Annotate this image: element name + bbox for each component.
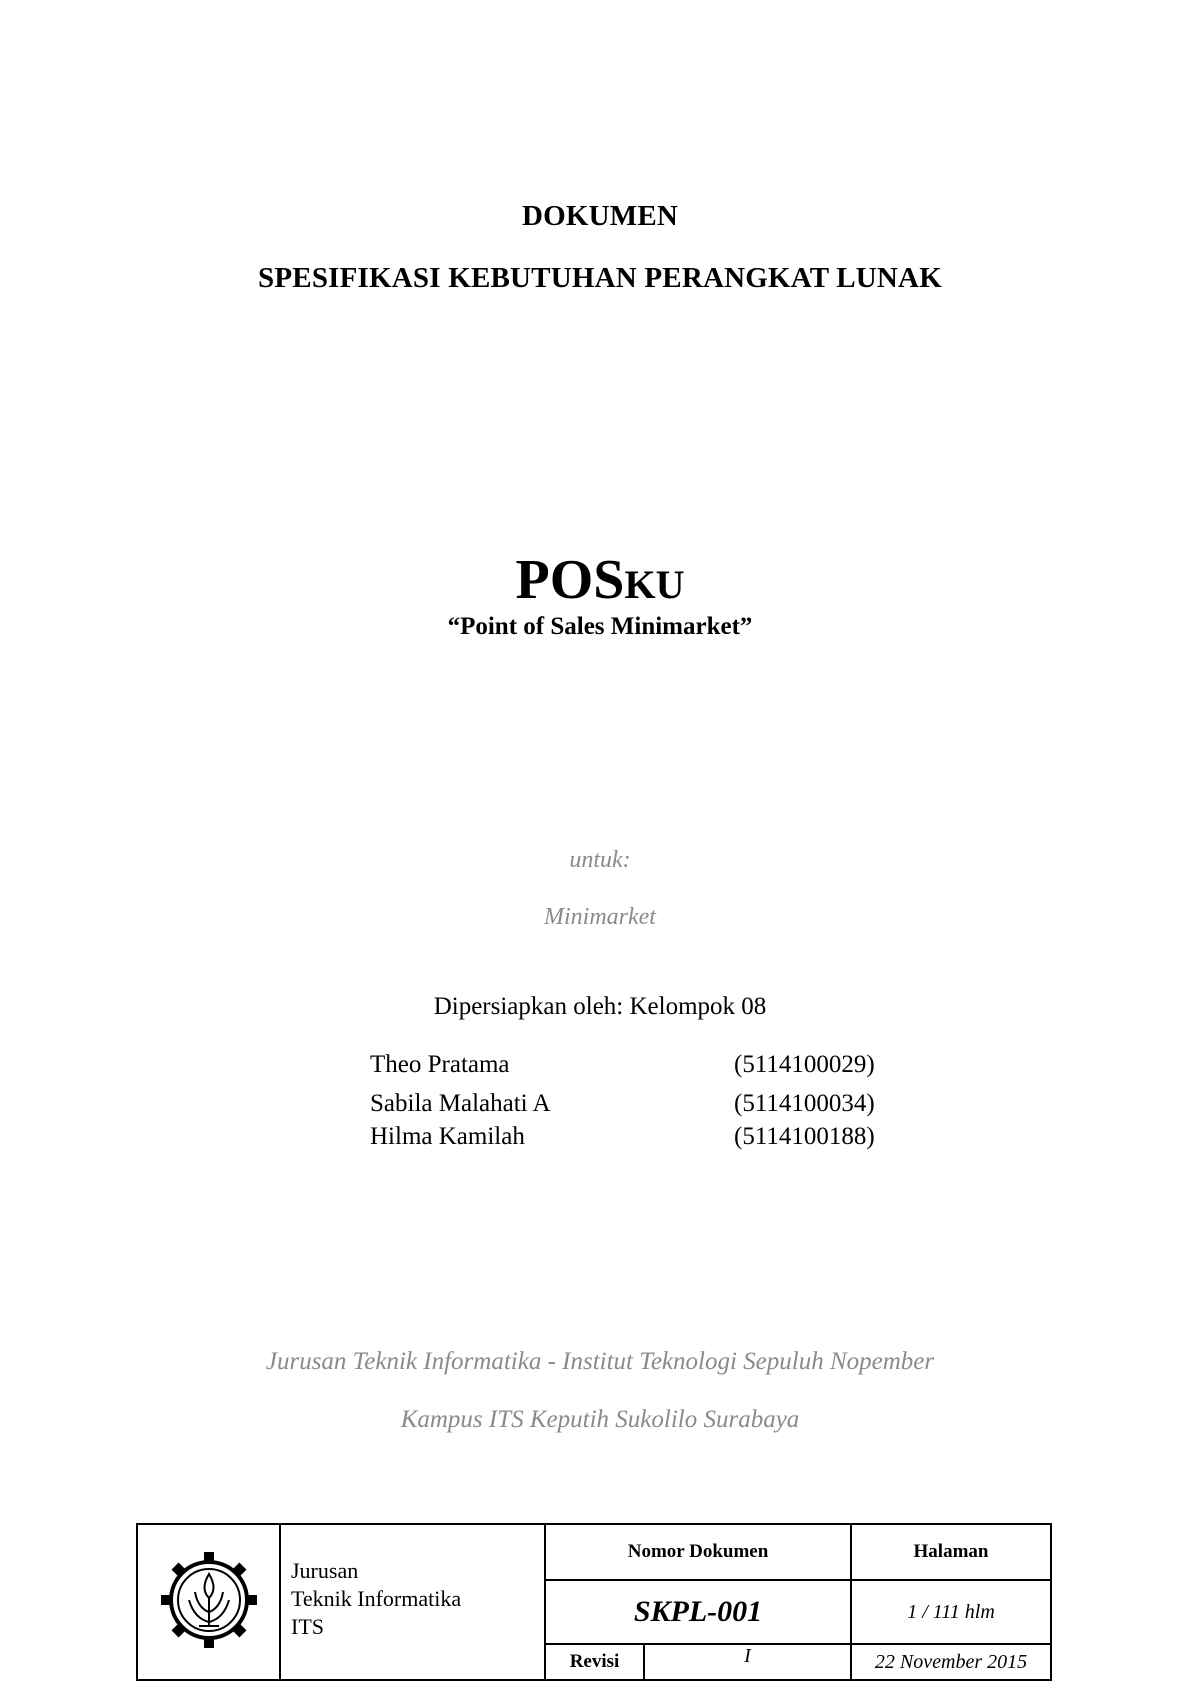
product-name-part1: POS [515,549,625,611]
department-cell [280,1524,545,1680]
member-nrp: (5114100029) [734,1051,875,1078]
doc-number-label: Nomor Dokumen [545,1524,851,1580]
member-name: Hilma Kamilah [370,1123,525,1150]
member-row [370,1051,910,1083]
for-label: untuk: [569,847,631,873]
product-name-part2: KU [624,562,685,607]
doc-number: SKPL-001 [545,1580,851,1644]
institution-line2: Kampus ITS Keputih Sukolilo Surabaya [400,1406,800,1433]
department-line: Jurusan [291,1558,359,1583]
document-title: SPESIFIKASI KEBUTUHAN PERANGKAT LUNAK [258,262,942,294]
product-subtitle: “Point of Sales Minimarket” [447,613,753,640]
revision-label: Revisi [545,1644,644,1680]
department-line: ITS [291,1614,324,1639]
document-type-title: DOKUMEN [521,200,679,232]
page-count: 1 / 111 hlm [851,1580,1051,1644]
institution-line1: Jurusan Teknik Informatika - Institut Teknologi Sepuluh Nopember [265,1348,935,1375]
member-nrp: (5114100034) [734,1090,875,1117]
document-info-table [136,1523,1052,1681]
member-row [370,1090,910,1122]
department-line: Teknik Informatika [291,1586,462,1611]
member-name: Sabila Malahati A [370,1090,551,1117]
member-row [370,1123,910,1155]
client-name: Minimarket [544,904,656,930]
member-nrp: (5114100188) [734,1123,875,1150]
logo-cell [137,1524,280,1680]
document-date: 22 November 2015 [851,1644,1051,1680]
product-name [0,548,1200,612]
member-name: Theo Pratama [370,1051,510,1078]
prepared-by: Dipersiapkan oleh: Kelompok 08 [433,993,767,1020]
revision-value: I [644,1644,851,1680]
page-label: Halaman [851,1524,1051,1580]
its-logo-icon [159,1550,259,1650]
